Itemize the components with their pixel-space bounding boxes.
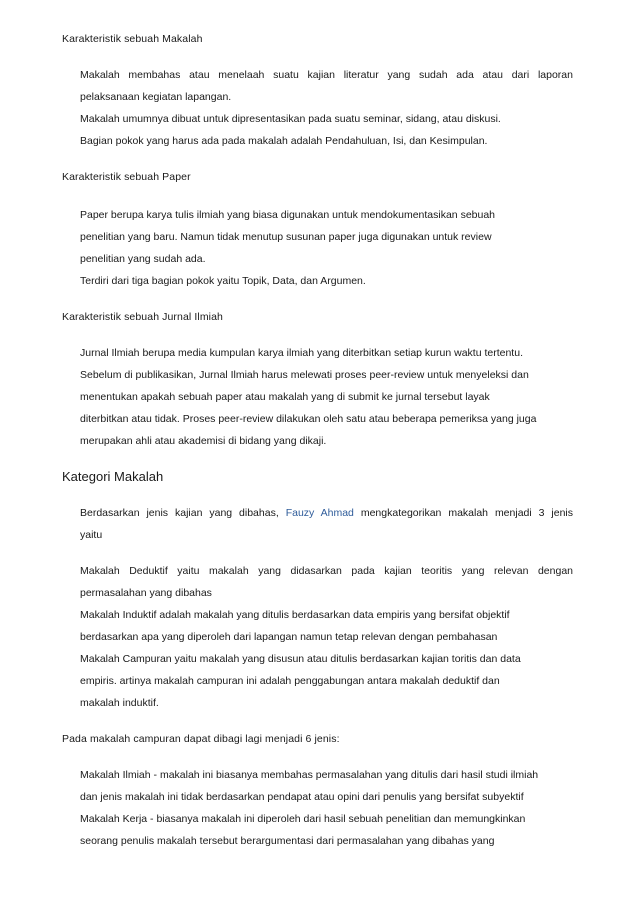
section-heading-makalah: Karakteristik sebuah Makalah — [62, 33, 203, 45]
paragraph-line: Sebelum di publikasikan, Jurnal Ilmiah harus melewati proses peer-review untuk menyeleksi dan — [80, 369, 529, 381]
paragraph-line: Makalah Deduktif yaitu makalah yang didasarkan pada kajian teoritis yang relevan dengan — [80, 565, 573, 577]
paragraph-line: berdasarkan apa yang diperoleh dari lapangan namun tetap relevan dengan pembahasan — [80, 631, 498, 643]
paragraph-line: Makalah Kerja - biasanya makalah ini diperoleh dari hasil sebuah penelitian dan memungkinkan — [80, 813, 526, 825]
paragraph-line-intro — [80, 507, 573, 519]
heading-kategori-makalah: Kategori Makalah — [62, 469, 164, 484]
section-heading-paper: Karakteristik sebuah Paper — [62, 171, 191, 183]
paragraph-line: empiris. artinya makalah campuran ini adalah penggabungan antara makalah deduktif dan — [80, 675, 500, 687]
paragraph-line: Jurnal Ilmiah berupa media kumpulan karya ilmiah yang diterbitkan setiap kurun waktu tertentu. — [80, 347, 523, 359]
paragraph-line: pelaksanaan kegiatan lapangan. — [80, 91, 232, 103]
section-heading-campuran: Pada makalah campuran dapat dibagi lagi menjadi 6 jenis: — [62, 733, 340, 745]
paragraph-line: Bagian pokok yang harus ada pada makalah adalah Pendahuluan, Isi, dan Kesimpulan. — [80, 135, 488, 147]
intro-text: mengkategorikan makalah menjadi 3 jenis — [360, 507, 574, 519]
paragraph-line: makalah induktif. — [80, 697, 159, 709]
author-link[interactable]: Fauzy Ahmad — [285, 507, 354, 519]
paragraph-line: merupakan ahli atau akademisi di bidang yang dikaji. — [80, 435, 327, 447]
paragraph-line: Terdiri dari tiga bagian pokok yaitu Topik, Data, dan Argumen. — [80, 275, 366, 287]
section-heading-jurnal: Karakteristik sebuah Jurnal Ilmiah — [62, 311, 223, 323]
paragraph-line: penelitian yang baru. Namun tidak menutup susunan paper juga digunakan untuk review — [80, 231, 492, 243]
paragraph-line: Makalah Ilmiah - makalah ini biasanya membahas permasalahan yang ditulis dari hasil studi ilmiah — [80, 769, 539, 781]
paragraph-line: diterbitkan atau tidak. Proses peer-review dilakukan oleh satu atau beberapa pemeriksa yang juga — [80, 413, 537, 425]
paragraph-line: Makalah Induktif adalah makalah yang ditulis berdasarkan data empiris yang bersifat objektif — [80, 609, 510, 621]
paragraph-line: seorang penulis makalah tersebut berargumentasi dari permasalahan yang dibahas yang — [80, 835, 495, 847]
intro-text: Berdasarkan jenis kajian yang dibahas, — [80, 507, 279, 519]
paragraph-line: yaitu — [80, 529, 103, 541]
paragraph-line: dan jenis makalah ini tidak berdasarkan pendapat atau opini dari penulis yang bersifat subyektif — [80, 791, 524, 803]
paragraph-line: permasalahan yang dibahas — [80, 587, 212, 599]
paragraph-line: Makalah Campuran yaitu makalah yang disusun atau ditulis berdasarkan kajian toritis dan data — [80, 653, 521, 665]
paragraph-line: penelitian yang sudah ada. — [80, 253, 206, 265]
paragraph-line: Makalah umumnya dibuat untuk dipresentasikan pada suatu seminar, sidang, atau diskusi. — [80, 113, 501, 125]
paragraph-line: Paper berupa karya tulis ilmiah yang biasa digunakan untuk mendokumentasikan sebuah — [80, 209, 496, 221]
paragraph-line: Makalah membahas atau menelaah suatu kajian literatur yang sudah ada atau dari laporan — [80, 69, 573, 81]
paragraph-line: menentukan apakah sebuah paper atau makalah yang di submit ke jurnal tersebut layak — [80, 391, 490, 403]
